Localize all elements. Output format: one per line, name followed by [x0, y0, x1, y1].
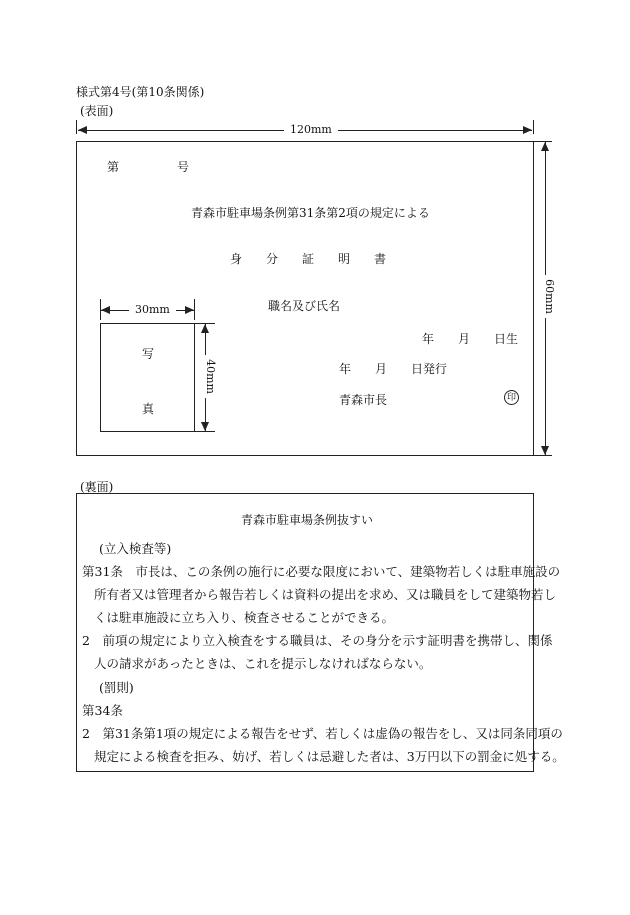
- photo-box: [100, 323, 195, 432]
- front-label: (表面): [80, 104, 114, 118]
- photo-char-2: 真: [142, 402, 155, 416]
- width-label: 120mm: [284, 123, 338, 136]
- photo-height-label: 40mm: [204, 355, 217, 398]
- arrow-left-icon: [101, 306, 110, 314]
- number-dai: 第: [107, 160, 120, 174]
- back-line: 人の請求があったときは、これを提示しなければならない。: [94, 656, 432, 671]
- back-line: 第34条: [82, 703, 123, 718]
- height-label: 60mm: [543, 275, 556, 318]
- number-go: 号: [177, 160, 190, 174]
- photo-char-1: 写: [142, 347, 155, 361]
- back-line: 2 第31条第1項の規定による報告をせず、若しくは虚偽の報告をし、又は同条同項の: [82, 726, 563, 741]
- arrow-left-icon: [78, 126, 87, 134]
- back-heading: 青森市駐車場条例抜すい: [241, 513, 374, 527]
- back-line: 2 前項の規定により立入検査をする職員は、その身分を示す証明書を携帯し、関係: [82, 633, 553, 648]
- id-card-front: [76, 141, 534, 456]
- back-label: (裏面): [80, 480, 114, 494]
- back-line: 所有者又は管理者から報告若しくは資料の提出を求め、又は職員をして建築物若し: [94, 587, 557, 602]
- legal-basis: 青森市駐車場条例第31条第2項の規定による: [191, 206, 430, 220]
- seal-icon: 印: [504, 390, 519, 405]
- back-line: (立入検査等): [99, 541, 172, 556]
- arrow-down-icon: [541, 446, 549, 455]
- name-label: 職名及び氏名: [268, 299, 341, 313]
- id-card-back: [76, 493, 565, 772]
- back-line: (罰則): [99, 680, 134, 695]
- arrow-right-icon: [523, 126, 532, 134]
- arrow-up-icon: [201, 324, 209, 333]
- form-title: 様式第4号(第10条関係): [76, 85, 205, 99]
- back-line: 第31条 市長は、この条例の施行に必要な限度において、建築物若しくは駐車施設の: [82, 564, 561, 579]
- issuer: 青森市長: [339, 393, 388, 407]
- arrow-right-icon: [185, 306, 194, 314]
- issue-date: 年 月 日発行: [339, 362, 448, 376]
- back-line: 規定による検査を拒み、妨げ、若しくは忌避した者は、3万円以下の罰金に処する。: [94, 749, 565, 764]
- photo-width-label: 30mm: [129, 303, 176, 316]
- back-line: くは駐車施設に立ち入り、検査させることができる。: [94, 610, 395, 625]
- card-title: 身 分 証 明 書: [230, 252, 387, 266]
- arrow-down-icon: [201, 422, 209, 431]
- birth-date: 年 月 日生: [422, 332, 519, 346]
- arrow-up-icon: [541, 142, 549, 151]
